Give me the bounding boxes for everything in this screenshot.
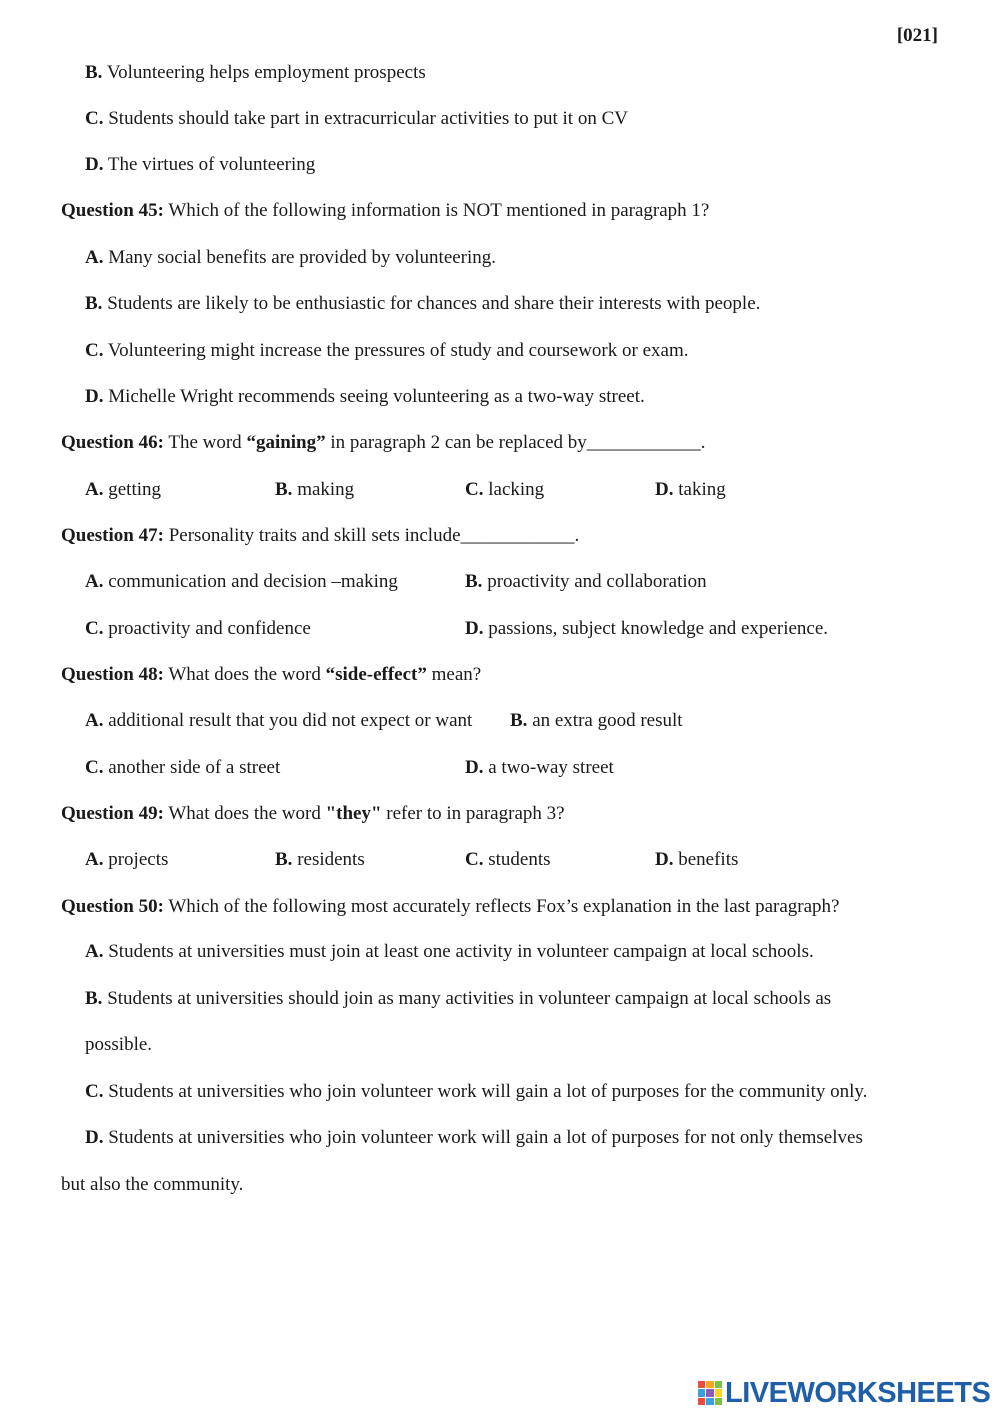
q49-option-d: D. benefits [655, 849, 739, 870]
q47-option-a: A. communication and decision –making [85, 571, 398, 592]
q50-option-b: B. Students at universities should join as many activities in volunteer campaign at local schools as [85, 988, 832, 1009]
q50-option-b-continuation: possible. [85, 1034, 153, 1055]
liveworksheets-logo[interactable] [698, 1376, 994, 1410]
q49-option-b: B. residents [275, 849, 365, 870]
q45-option-b: B. Students are likely to be enthusiastic for chances and share their interests with people. [85, 293, 761, 314]
question-50: Question 50: Which of the following most accurately reflects Fox’s explanation in the last paragraph? [61, 896, 840, 917]
q48-option-c: C. another side of a street [85, 757, 281, 778]
q46-option-d: D. taking [655, 479, 726, 500]
q45-option-c: C. Volunteering might increase the pressures of study and coursework or exam. [85, 340, 689, 361]
q49-option-a: A. projects [85, 849, 169, 870]
q50-option-a: A. Students at universities must join at least one activity in volunteer campaign at local schools. [85, 941, 814, 962]
page-code: [021] [896, 25, 938, 46]
q47-option-d: D. passions, subject knowledge and experience. [465, 618, 829, 639]
q47-option-b: B. proactivity and collaboration [465, 571, 707, 592]
question-49: Question 49: What does the word "they" refer to in paragraph 3? [61, 803, 565, 824]
q50-option-d-continuation: but also the community. [61, 1174, 244, 1195]
logo-text: LIVEWORKSHEETS [725, 1376, 991, 1409]
q47-option-c: C. proactivity and confidence [85, 618, 311, 639]
liveworksheets-logo-icon [698, 1381, 722, 1405]
q44-option-b: B. Volunteering helps employment prospects [85, 62, 426, 83]
question-46: Question 46: The word “gaining” in paragraph 2 can be replaced by____________. [61, 432, 706, 453]
q48-option-b: B. an extra good result [510, 710, 683, 731]
q48-option-d: D. a two-way street [465, 757, 614, 778]
q50-option-c: C. Students at universities who join volunteer work will gain a lot of purposes for the community only. [85, 1081, 868, 1102]
q45-option-a: A. Many social benefits are provided by volunteering. [85, 247, 497, 268]
q50-option-d: D. Students at universities who join volunteer work will gain a lot of purposes for not only themselves [85, 1127, 863, 1148]
q44-option-d: D. The virtues of volunteering [85, 154, 316, 175]
q46-option-c: C. lacking [465, 479, 545, 500]
question-47: Question 47: Personality traits and skill sets include____________. [61, 525, 580, 546]
q49-option-c: C. students [465, 849, 551, 870]
question-48: Question 48: What does the word “side-effect” mean? [61, 664, 482, 685]
q46-option-a: A. getting [85, 479, 162, 500]
q45-option-d: D. Michelle Wright recommends seeing volunteering as a two-way street. [85, 386, 645, 407]
q46-option-b: B. making [275, 479, 355, 500]
q48-option-a: A. additional result that you did not expect or want [85, 710, 473, 731]
question-45: Question 45: Which of the following information is NOT mentioned in paragraph 1? [61, 200, 710, 221]
q44-option-c: C. Students should take part in extracurricular activities to put it on CV [85, 108, 628, 129]
